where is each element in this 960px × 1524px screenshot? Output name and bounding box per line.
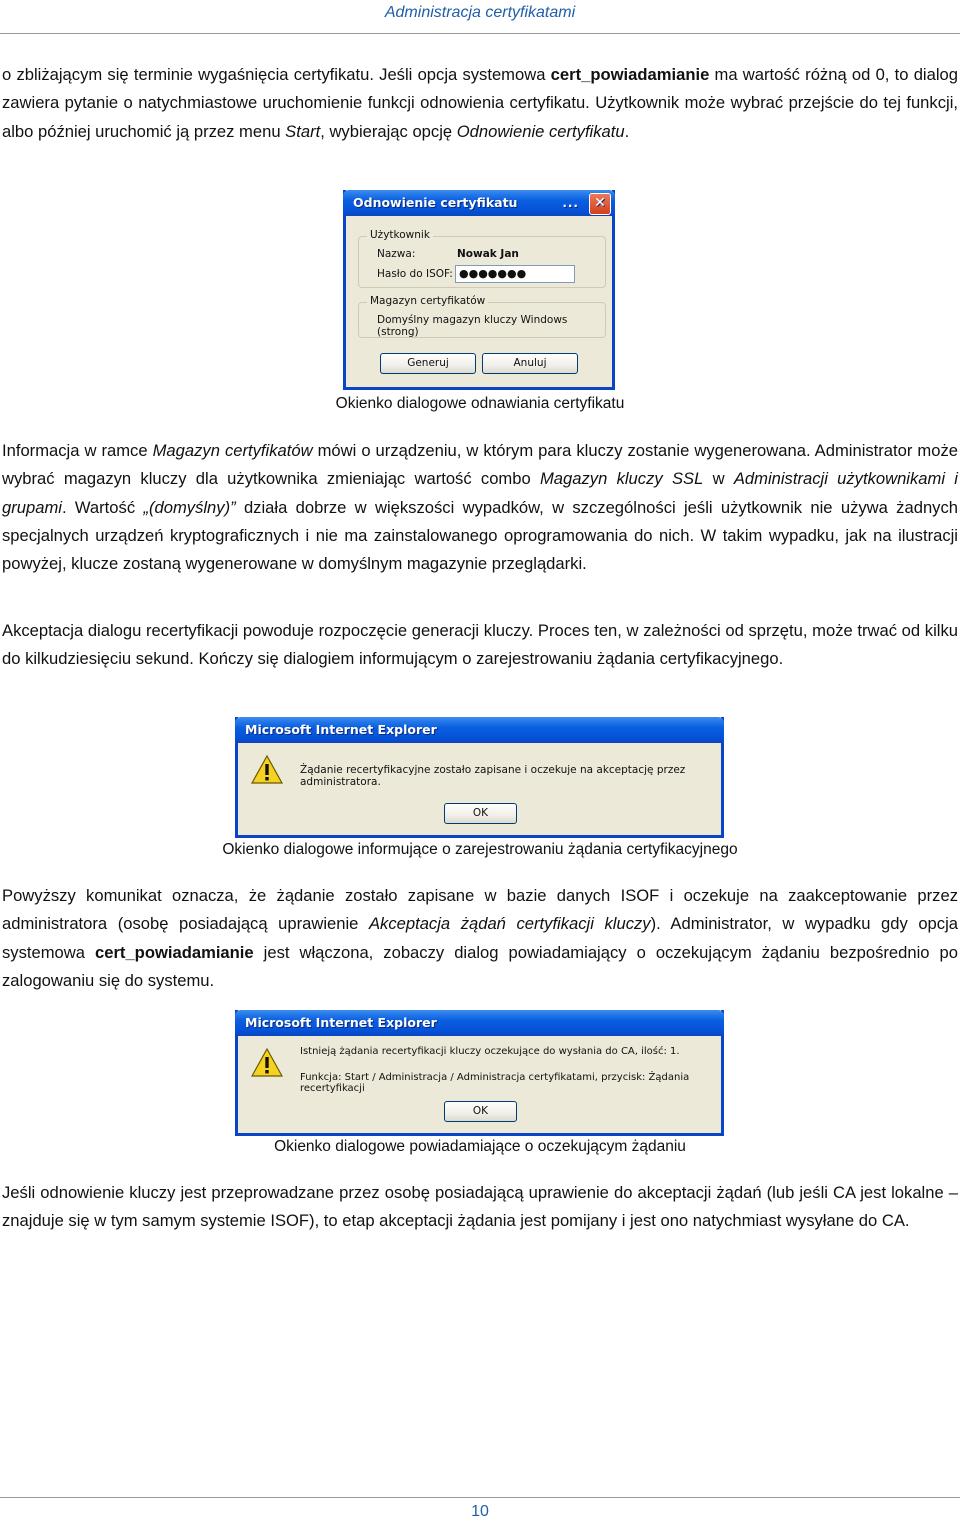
combo-name: Magazyn kluczy SSL	[539, 469, 704, 489]
ok-button[interactable]: OK	[444, 803, 517, 824]
text-span: w	[703, 469, 734, 489]
text-span: . Wartość	[61, 497, 144, 517]
password-input[interactable]: ●●●●●●●	[455, 265, 575, 283]
generate-button[interactable]: Generuj	[380, 353, 476, 374]
dialog-message: Żądanie recertyfikacyjne zostało zapisane i oczekuje na akceptację przez administratora.	[300, 764, 686, 788]
permission-name: Akceptacja żądań certyfikacji kluczy	[368, 914, 651, 934]
name-label: Nazwa:	[377, 248, 416, 260]
store-groupbox	[358, 295, 606, 338]
text-span: ). Administrator, w wypadku gdy opcja systemowa	[2, 914, 958, 962]
renewal-dialog	[343, 190, 615, 390]
option-name: cert_powiadamianie	[95, 942, 254, 962]
close-icon[interactable]: ✕	[589, 193, 611, 215]
pending-request-dialog	[235, 1010, 724, 1136]
text-span: mówi o urządzeniu, w którym para kluczy zostanie wygenerowana. Administrator może wybrać magazyn kluczy dla użytkownika zmieniając wartość combo	[2, 441, 958, 489]
dialog-titlebar	[343, 190, 615, 216]
dialog-titlebar	[235, 717, 724, 743]
name-value: Nowak Jan	[457, 248, 519, 260]
text-span: jest włączona, zobaczy dialog powiadamiający o oczekującym żądaniu bezpośrednio po zalogowaniu się do systemu.	[2, 942, 958, 990]
text-span: , wybierając opcję	[320, 121, 457, 141]
text-span: ma wartość różną od 0, to dialog zawiera pytanie o natychmiastowe uruchomienie funkcji odnowienia certyfikatu. Użytkownik może wybrać przejście do tej funkcji, albo później uruchomić ją przez menu	[2, 65, 958, 141]
text-span: Informacja w ramce	[2, 441, 153, 460]
user-groupbox	[358, 229, 606, 288]
dialog-titlebar	[235, 1010, 724, 1036]
dialog-title: Microsoft Internet Explorer	[245, 1015, 437, 1030]
paragraph-direct-send: Jeśli odnowienie kluczy jest przeprowadzane przez osobę posiadającą uprawienie do akceptacji żądań (lub jeśli CA jest lokalne – znajduje się w tym samym systemie ISOF), to etap akceptacji żądania jest pomijany i jest ono natychmiast wysyłane do CA.	[2, 1183, 958, 1231]
text-span: działa dobrze w większości wypadków, w szczególności jeśli użytkownik nie używa żadnych specjalnych urządzeń kryptograficznych i nie ma zainstalowanego oprogramowania do nich. W takim wypadku, jak na ilustracji powyżej, klucze zostaną wygenerowane w domyślnym magazynie przeglądarki.	[2, 497, 958, 574]
dialog-message-line2: Funkcja: Start / Administracja / Administracja certyfikatami, przycisk: Żądania recertyfikacji	[300, 1072, 690, 1094]
option-name: cert_powiadamianie	[550, 65, 710, 84]
header-divider	[0, 33, 960, 34]
default-value: „(domyślny)”	[143, 497, 236, 517]
footer-divider	[0, 1497, 960, 1498]
warning-icon	[251, 1048, 283, 1078]
figure-caption-request-saved: Okienko dialogowe informujące o zarejestrowaniu żądania certyfikacyjnego	[222, 841, 738, 858]
paragraph-store-info	[2, 437, 958, 578]
dialog-title: Odnowienie certyfikatu	[353, 195, 518, 210]
dialog-message-line1: Istnieją żądania recertyfikacji kluczy oczekujące do wysłania do CA, ilość: 1.	[300, 1046, 680, 1057]
request-saved-dialog	[235, 717, 724, 838]
figure-caption-renewal: Okienko dialogowe odnawiania certyfikatu	[335, 395, 625, 412]
menu-name: Start	[285, 121, 321, 141]
ok-button[interactable]: OK	[444, 1101, 517, 1122]
password-label: Hasło do ISOF:	[377, 268, 453, 280]
running-header: Administracja certyfikatami	[384, 4, 576, 21]
figure-caption-pending: Okienko dialogowe powiadamiające o oczekującym żądaniu	[274, 1138, 686, 1155]
text-span: .	[624, 121, 630, 141]
warning-icon	[251, 755, 283, 785]
store-value: Domyślny magazyn kluczy Windows (strong)	[377, 314, 568, 338]
cancel-button[interactable]: Anuluj	[482, 353, 578, 374]
page-number: 10	[471, 1503, 489, 1520]
help-dots[interactable]: ...	[562, 196, 579, 210]
paragraph-admin-notice	[2, 882, 958, 995]
frame-name: Magazyn certyfikatów	[152, 441, 313, 460]
store-group-label: Magazyn certyfikatów	[367, 295, 488, 307]
user-group-label: Użytkownik	[367, 229, 433, 241]
paragraph-intro	[2, 61, 958, 146]
text-span: o zbliżającym się terminie wygaśnięcia certyfikatu. Jeśli opcja systemowa	[2, 65, 551, 84]
option-label: Odnowienie certyfikatu	[456, 121, 625, 141]
paragraph-key-generation: Akceptacja dialogu recertyfikacji powoduje rozpoczęcie generacji kluczy. Proces ten, w zależności od sprzętu, może trwać od kilku do kilkudziesięciu sekund. Kończy się dialogiem informującym o zarejestrowaniu żądania certyfikacyjnego.	[2, 621, 958, 669]
text-span: Powyższy komunikat oznacza, że żądanie zostało zapisane w bazie danych ISOF i oczekuje na zaakceptowanie przez administratora (osobę posiadającą uprawienie	[2, 886, 958, 934]
dialog-title: Microsoft Internet Explorer	[245, 722, 437, 737]
module-name: Administracji użytkownikami i grupami	[2, 469, 958, 517]
